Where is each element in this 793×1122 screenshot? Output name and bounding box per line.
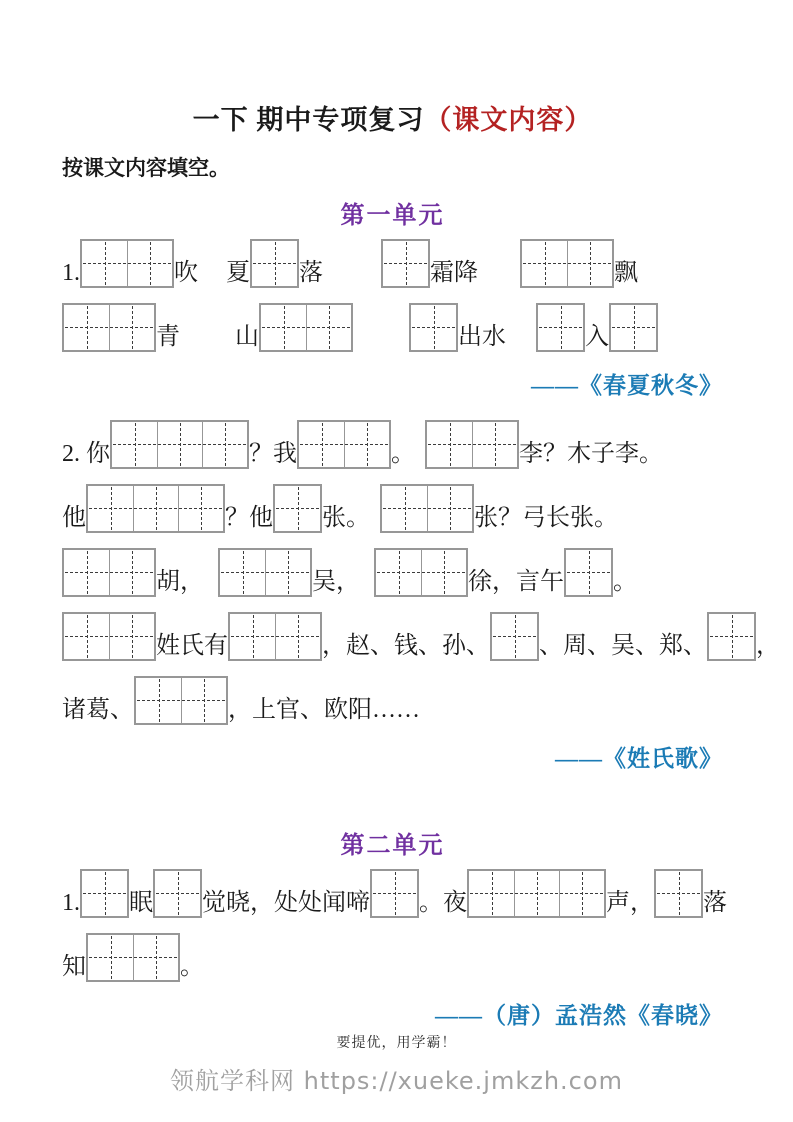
tianzige-cell [88, 486, 133, 531]
unit-heading: 第一单元 [340, 203, 445, 229]
tianzige-cell [427, 422, 472, 467]
tianzige-cell [514, 871, 559, 916]
fill-line [62, 239, 723, 288]
answer-box[interactable] [134, 676, 228, 725]
tianzige-cell [492, 614, 537, 659]
worksheet-body [0, 98, 793, 1030]
tianzige-cell [64, 305, 109, 350]
tianzige-cell [109, 305, 154, 350]
line-text: ？他 [225, 505, 273, 532]
tianzige-cell [709, 614, 754, 659]
unit-section [62, 825, 727, 1030]
answer-box[interactable] [609, 303, 658, 352]
fill-line [62, 869, 727, 918]
answer-box[interactable] [80, 869, 129, 918]
answer-box[interactable] [86, 933, 180, 982]
answer-box[interactable] [218, 548, 312, 597]
line-text: 张。 [322, 505, 370, 532]
tianzige-cell [64, 550, 109, 595]
answer-box[interactable] [86, 484, 225, 533]
source-attribution: ——《姓氏歌》 [555, 746, 723, 771]
tianzige-cell [344, 422, 389, 467]
answer-box[interactable] [250, 239, 299, 288]
spacer [370, 532, 380, 533]
tianzige-cell [421, 550, 466, 595]
source-attribution: ——（唐）孟浩然《春晓》 [435, 1003, 723, 1028]
fill-line [62, 548, 723, 597]
answer-box[interactable] [62, 548, 156, 597]
fill-line [62, 676, 723, 725]
tianzige-cell [275, 486, 320, 531]
tianzige-cell [88, 935, 133, 980]
line-text: ， [756, 633, 780, 660]
spacer [506, 351, 536, 352]
answer-box[interactable] [228, 612, 322, 661]
answer-box[interactable] [467, 869, 606, 918]
spacer [180, 351, 235, 352]
page-title-paren: （课文内容） [424, 105, 593, 135]
tianzige-cell [261, 305, 306, 350]
answer-box[interactable] [259, 303, 353, 352]
source-attribution: ——《春夏秋冬》 [531, 373, 723, 398]
spacer [323, 287, 381, 288]
line-text: 霜降 [430, 260, 478, 287]
answer-box[interactable] [520, 239, 614, 288]
line-text: ，赵、钱、孙、 [322, 633, 490, 660]
line-text: ，上官、欧阳…… [228, 697, 420, 724]
tianzige-cell [178, 486, 223, 531]
line-text: 飘 [614, 260, 638, 287]
line-text: 姓氏有 [156, 633, 228, 660]
tianzige-cell [64, 614, 109, 659]
tianzige-cell [220, 550, 265, 595]
tianzige-cell [538, 305, 583, 350]
spacer [478, 287, 520, 288]
answer-box[interactable] [564, 548, 613, 597]
line-text: 入 [585, 324, 609, 351]
line-text: 吹 [174, 260, 198, 287]
tianzige-cell [127, 241, 172, 286]
line-text: 山 [235, 324, 259, 351]
answer-box[interactable] [273, 484, 322, 533]
tianzige-cell [306, 305, 351, 350]
tianzige-cell [376, 550, 421, 595]
answer-box[interactable] [490, 612, 539, 661]
tianzige-cell [112, 422, 157, 467]
tianzige-cell [372, 871, 417, 916]
tianzige-cell [230, 614, 275, 659]
tianzige-cell [82, 241, 127, 286]
tianzige-cell [411, 305, 456, 350]
tianzige-cell [559, 871, 604, 916]
tianzige-cell [82, 871, 127, 916]
line-text: 知 [62, 954, 86, 981]
answer-box[interactable] [297, 420, 391, 469]
tianzige-cell [567, 241, 612, 286]
answer-box[interactable] [80, 239, 174, 288]
line-text: 胡， [156, 569, 204, 596]
line-text: 眠 [129, 890, 153, 917]
tianzige-cell [472, 422, 517, 467]
tianzige-cell [383, 241, 428, 286]
instruction-text: 按课文内容填空。 [62, 156, 230, 180]
line-text: 徐，言午 [468, 569, 564, 596]
page-title-main: 一下 期中专项复习 [192, 105, 425, 135]
answer-box[interactable] [370, 869, 419, 918]
line-text: 1. [62, 260, 80, 287]
tianzige-cell [522, 241, 567, 286]
tianzige-cell [427, 486, 472, 531]
tianzige-cell [202, 422, 247, 467]
footer-site-url: 领航学科网 https://xueke.jmkzh.com [170, 1067, 623, 1095]
fill-line [62, 420, 723, 469]
line-text: 青 [156, 324, 180, 351]
line-text: 。 [391, 441, 415, 468]
tianzige-cell [382, 486, 427, 531]
line-text: 觉晓，处处闻啼 [202, 890, 370, 917]
line-text: 李？木子李。 [519, 441, 663, 468]
answer-box[interactable] [425, 420, 519, 469]
unit-heading: 第二单元 [340, 833, 445, 859]
answer-box[interactable] [654, 869, 703, 918]
tianzige-cell [656, 871, 701, 916]
line-text: 落 [299, 260, 323, 287]
line-text: 1. [62, 890, 80, 917]
tianzige-cell [299, 422, 344, 467]
footer-slogan: 要提优，用学霸！ [336, 1036, 457, 1051]
line-text: 张？弓长张。 [474, 505, 618, 532]
tianzige-cell [181, 678, 226, 723]
page-footer [0, 1032, 793, 1096]
answer-box[interactable] [409, 303, 458, 352]
answer-box[interactable] [380, 484, 474, 533]
line-text: 吴， [312, 569, 360, 596]
fill-line [62, 612, 780, 661]
tianzige-cell [133, 486, 178, 531]
spacer [415, 468, 425, 469]
units-container [62, 195, 780, 1030]
fill-line [62, 933, 723, 982]
tianzige-cell [252, 241, 297, 286]
tianzige-cell [155, 871, 200, 916]
line-text: 出水 [458, 324, 506, 351]
tianzige-cell [109, 550, 154, 595]
tianzige-cell [109, 614, 154, 659]
answer-box[interactable] [110, 420, 249, 469]
line-text: 声， [606, 890, 654, 917]
tianzige-cell [157, 422, 202, 467]
line-text: 。 [180, 954, 204, 981]
spacer [198, 287, 226, 288]
tianzige-cell [133, 935, 178, 980]
answer-box[interactable] [153, 869, 202, 918]
line-text: 诸葛、 [62, 697, 134, 724]
answer-box[interactable] [62, 612, 156, 661]
answer-box[interactable] [62, 303, 156, 352]
spacer [204, 596, 218, 597]
line-text: 。夜 [419, 890, 467, 917]
tianzige-cell [611, 305, 656, 350]
tianzige-cell [136, 678, 181, 723]
line-text: 、周、吴、郑、 [539, 633, 707, 660]
tianzige-cell [275, 614, 320, 659]
line-text: ？我 [249, 441, 297, 468]
spacer [360, 596, 374, 597]
line-text: 他 [62, 505, 86, 532]
tianzige-cell [469, 871, 514, 916]
tianzige-cell [265, 550, 310, 595]
fill-line [62, 303, 723, 352]
answer-box[interactable] [536, 303, 585, 352]
answer-box[interactable] [707, 612, 756, 661]
answer-box[interactable] [374, 548, 468, 597]
answer-box[interactable] [381, 239, 430, 288]
line-text: 落 [703, 890, 727, 917]
fill-line [62, 484, 723, 533]
line-text: 夏 [226, 260, 250, 287]
line-text: 2. 你 [62, 441, 110, 468]
unit-section [62, 195, 780, 773]
spacer [353, 351, 409, 352]
tianzige-cell [566, 550, 611, 595]
line-text: 。 [613, 569, 637, 596]
page-title [62, 98, 723, 137]
